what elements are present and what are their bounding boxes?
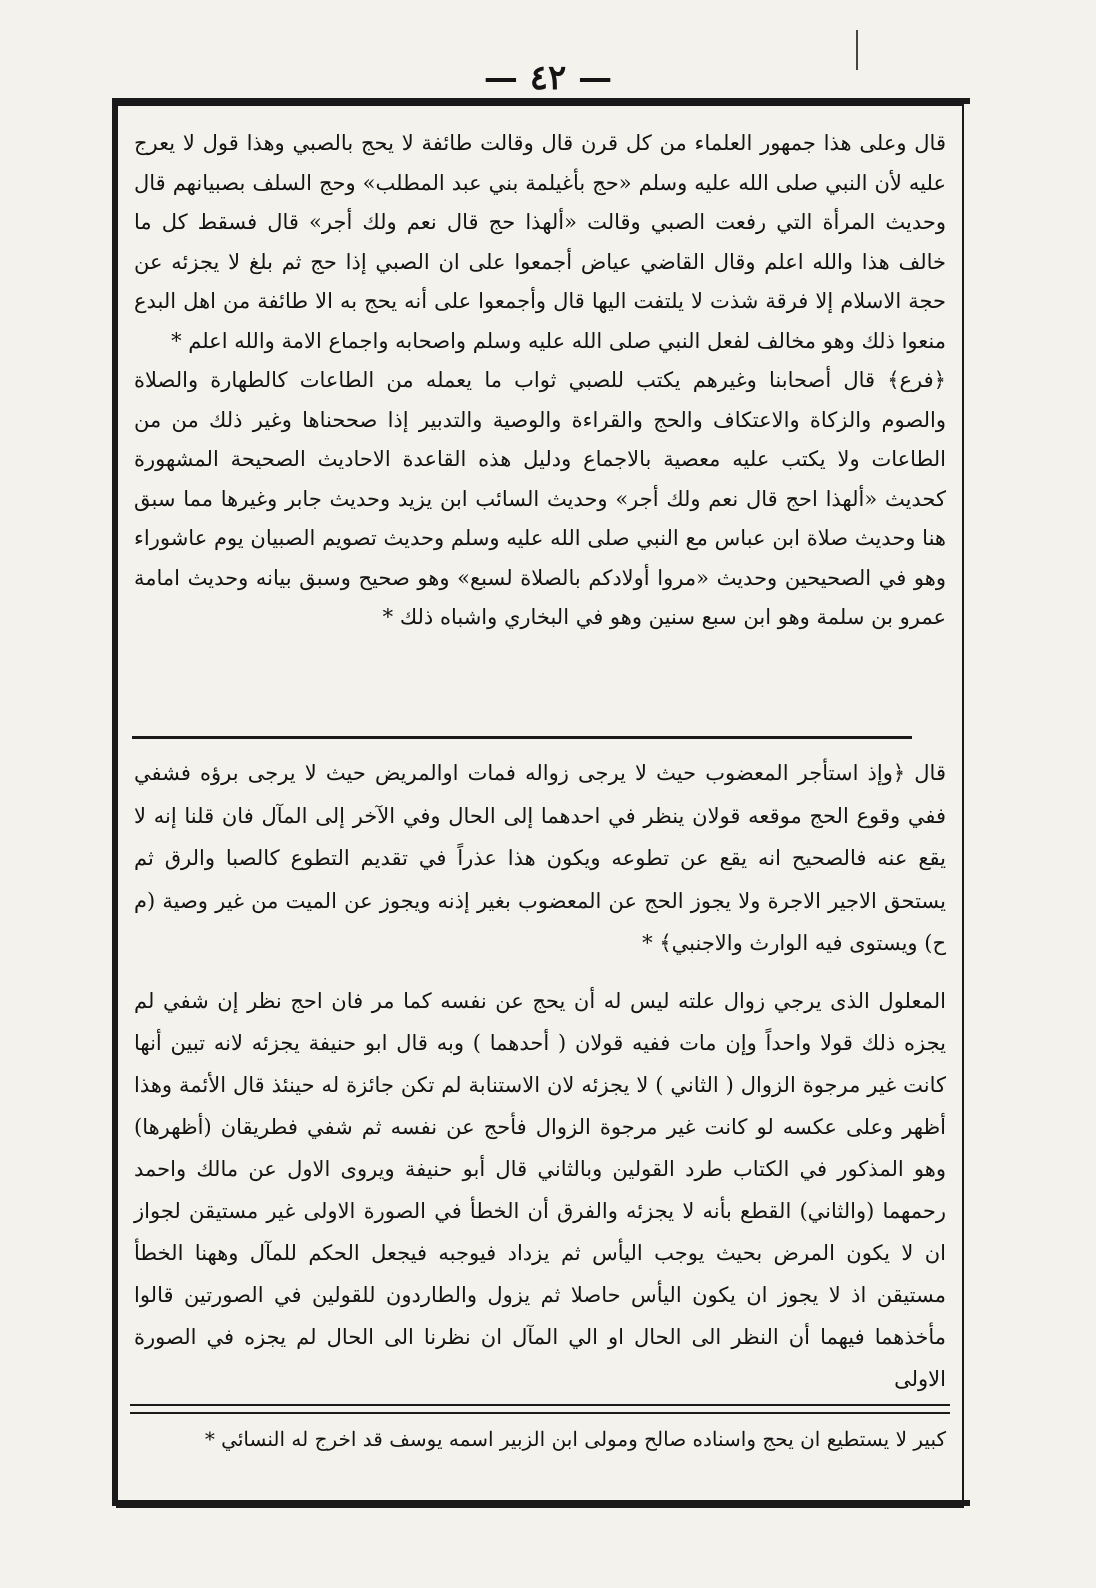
commentary-top (134, 124, 946, 638)
footnote (134, 1420, 946, 1458)
frame-bottom-rule (112, 1500, 970, 1506)
matn-paragraph: قال ﴿وإذ استأجر المعضوب حيث لا يرجى زواله فمات اوالمريض حيث لا يرجى برؤه فشفي ففي وقوع الحج موقعه قولان ينظر في احدهما إلى الحال وفي الآخر إلى المآل فان قلنا إنه لا يقع عنه فالصحيح انه يقع عن تطوعه ويكون هذا عذراً في تقديم التطوع كالصبا والرق ثم يستحق الاجير الاجرة ولا يجوز الحج عن المعضوب بغير إذنه ويجوز عن الميت من غير وصية (م ح) ويستوى فيه الوارث والاجنبي﴾ * (134, 761, 946, 955)
matn-text (134, 752, 946, 965)
footnote-separator (130, 1404, 950, 1414)
section-divider (132, 736, 912, 739)
page-number: — ٤٢ — (483, 58, 613, 98)
commentary-paragraph-2: ﴿فرع﴾ قال أصحابنا وغيرهم يكتب للصبي ثواب ما يعمله من الطاعات كالطهارة والصلاة والصوم والزكاة والاعتكاف والحج والقراءة والوصية والتدبير إذا صححناها وغير ذلك من من الطاعات ولا يكتب عليه معصية بالاجماع ودليل هذه القاعدة الاحاديث الصحيحة المشهورة كحديث «ألهذا احج قال نعم ولك أجر» وحديث السائب ابن يزيد وحديث جابر وغيرها مما سبق هنا وحديث صلاة ابن عباس مع النبي صلى الله عليه وسلم وحديث تصويم الصبيان يوم عاشوراء وهو في الصحيحين وحديث «مروا أولادكم بالصلاة لسبع» وهو صحيح وسبق بيانه وحديث امامة عمرو بن سلمة وهو ابن سبع سنين وهو في البخاري واشباه ذلك * (134, 368, 947, 629)
commentary-paragraph-1: قال وعلى هذا جمهور العلماء من كل قرن قال وقالت طائفة لا يحج بالصبي وهذا قول لا يعرج عليه لأن النبي صلى الله عليه وسلم «حج بأغيلمة بني عبد المطلب» وحج السلف بصبيانهم قال وحديث المرأة التي رفعت الصبي وقالت «ألهذا حج قال نعم ولك أجر» قال فسقط كل ما خالف هذا والله اعلم وقال القاضي عياض أجمعوا على ان الصبي إذا حج ثم بلغ لا يجزئه عن حجة الاسلام إلا فرقة شذت لا يلتفت اليها قال وأجمعوا على أنه يحج به الا طائفة من اهل البدع منعوا ذلك وهو مخالف لفعل النبي صلى الله عليه وسلم واصحابه واجماع الامة والله اعلم * (134, 131, 946, 353)
commentary-paragraph-3: المعلول الذى يرجي زوال علته ليس له أن يحج عن نفسه كما مر فان احج نظر إن شفي لم يجزه ذلك قولا واحداً وإن مات ففيه قولان ( أحدهما ) وبه قال ابو حنيفة يجزئه لانه تبين أنها كانت غير مرجوة الزوال ( الثاني ) لا يجزئه لان الاستنابة لم تكن جائزة له حينئذ قال الأئمة وهذا أظهر وعلى عكسه لو كانت غير مرجوة الزوال فأحج عن نفسه ثم شفي فطريقان (أظهرها) وهو المذكور في الكتاب طرد القولين وبالثاني قال أبو حنيفة ويروى الاول عن مالك واحمد رحمهما (والثاني) القطع بأنه لا يجزئه والفرق أن الخطأ في الصورة الاولى غير مستيقن لجواز ان لا يكون المرض بحيث يوجب اليأس ثم يزداد فيوجبه فيجعل الحكم للمآل وههنا الخطأ مستيقن اذ لا يجوز ان يكون اليأس حاصلا ثم يزول والطاردون للقولين في الصورتين قالوا مأخذهما فيهما أن النظر الى الحال او الي المآل ان نظرنا الى الحال لم يجزه في الصورة الاولى (134, 989, 946, 1391)
footnote-text: كبير لا يستطيع ان يحج واسناده صالح ومولى ابن الزبير اسمه يوسف قد اخرج له النسائي * (204, 1427, 946, 1451)
commentary-bottom (134, 980, 946, 1400)
